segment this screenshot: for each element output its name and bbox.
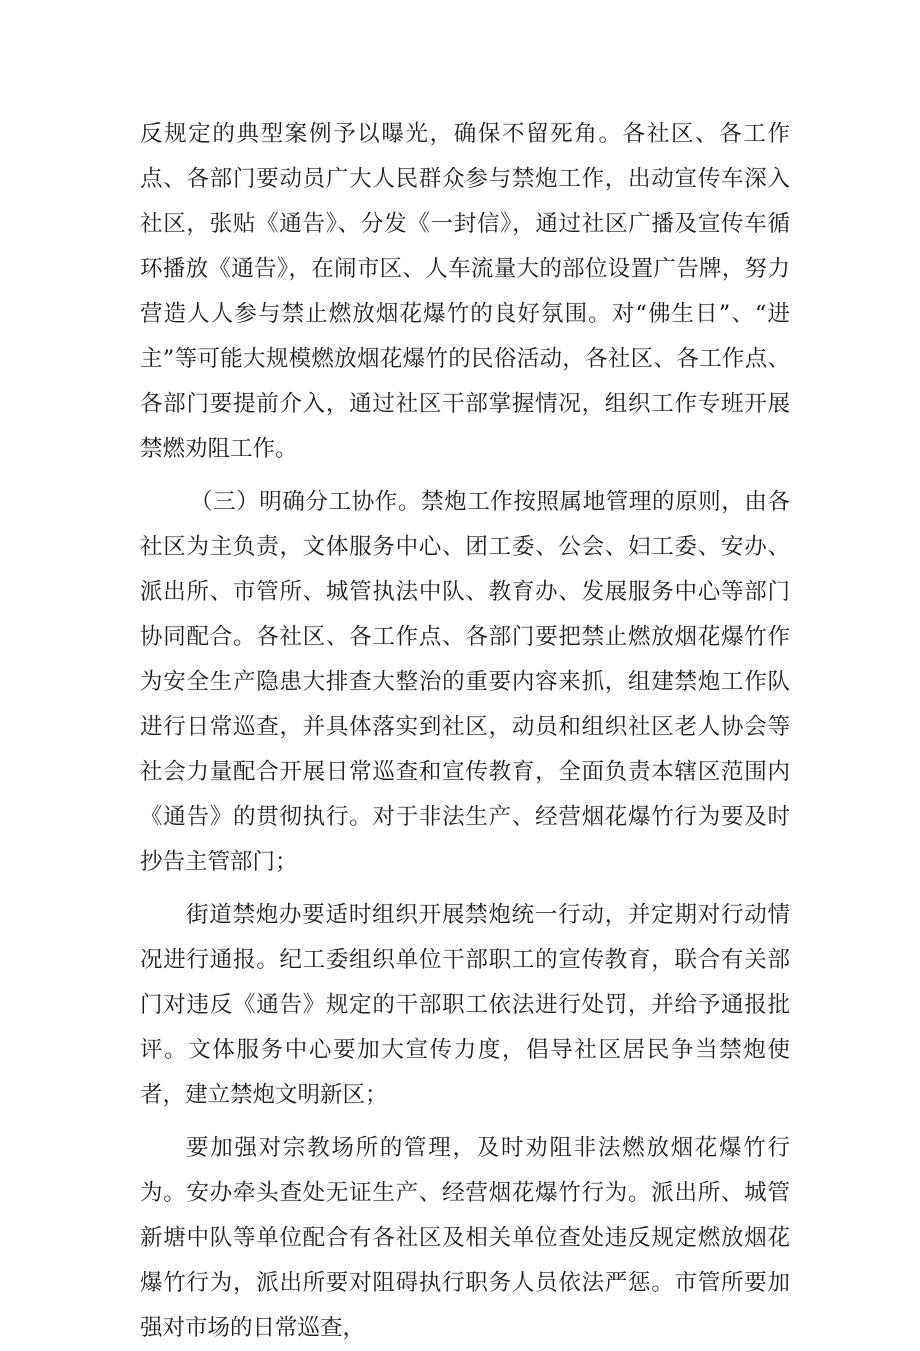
paragraph-division-of-duties: （三）明确分工协作。禁炮工作按照属地管理的原则，由各社区为主负责，文体服务中心、团工委、公会、妇工委、安办、派出所、市管所、城管执法中队、教育办、发展服务中心等部门协同配合。各社区、各工作点、各部门要把禁止燃放烟花爆竹作为安全生产隐患大排查大整治的重要内容来抓，组建禁炮工作队进行日常巡查，并具体落实到社区，动员和组织社区老人协会等社会力量配合开展日常巡查和宣传教育，全面负责本辖区范围内《通告》的贯彻执行。对于非法生产、经营烟花爆竹行为要及时抄告主管部门； [140,489,790,875]
document-body [140,112,790,1351]
paragraph-publicity: 反规定的典型案例予以曝光，确保不留死角。各社区、各工作点、各部门要动员广大人民群众参与禁炮工作，出动宣传车深入社区，张贴《通告》、分发《一封信》，通过社区广播及宣传车循环播放《通告》，在闹市区、人车流量大的部位设置广告牌，努力营造人人参与禁止燃放烟花爆竹的良好氛围。对“佛生日”、“进主”等可能大规模燃放烟花爆竹的民俗活动，各社区、各工作点、各部门要提前介入，通过社区干部掌握情况，组织工作专班开展禁燃劝阻工作。 [140,121,790,462]
paragraph-street-office: 街道禁炮办要适时组织开展禁炮统一行动，并定期对行动情况进行通报。纪工委组织单位干部职工的宣传教育，联合有关部门对违反《通告》规定的干部职工依法进行处罚，并给予通报批评。文体服务中心要加大宣传力度，倡导社区居民争当禁炮使者，建立禁炮文明新区； [140,902,790,1108]
paragraph-religious-sites: 要加强对宗教场所的管理，及时劝阻非法燃放烟花爆竹行为。安办牵头查处无证生产、经营烟花爆竹行为。派出所、城管新塘中队等单位配合有各社区及相关单位查处违反规定燃放烟花爆竹行为，派出所要对阻碍执行职务人员依法严惩。市管所要加强对市场的日常巡查， [140,1135,790,1341]
